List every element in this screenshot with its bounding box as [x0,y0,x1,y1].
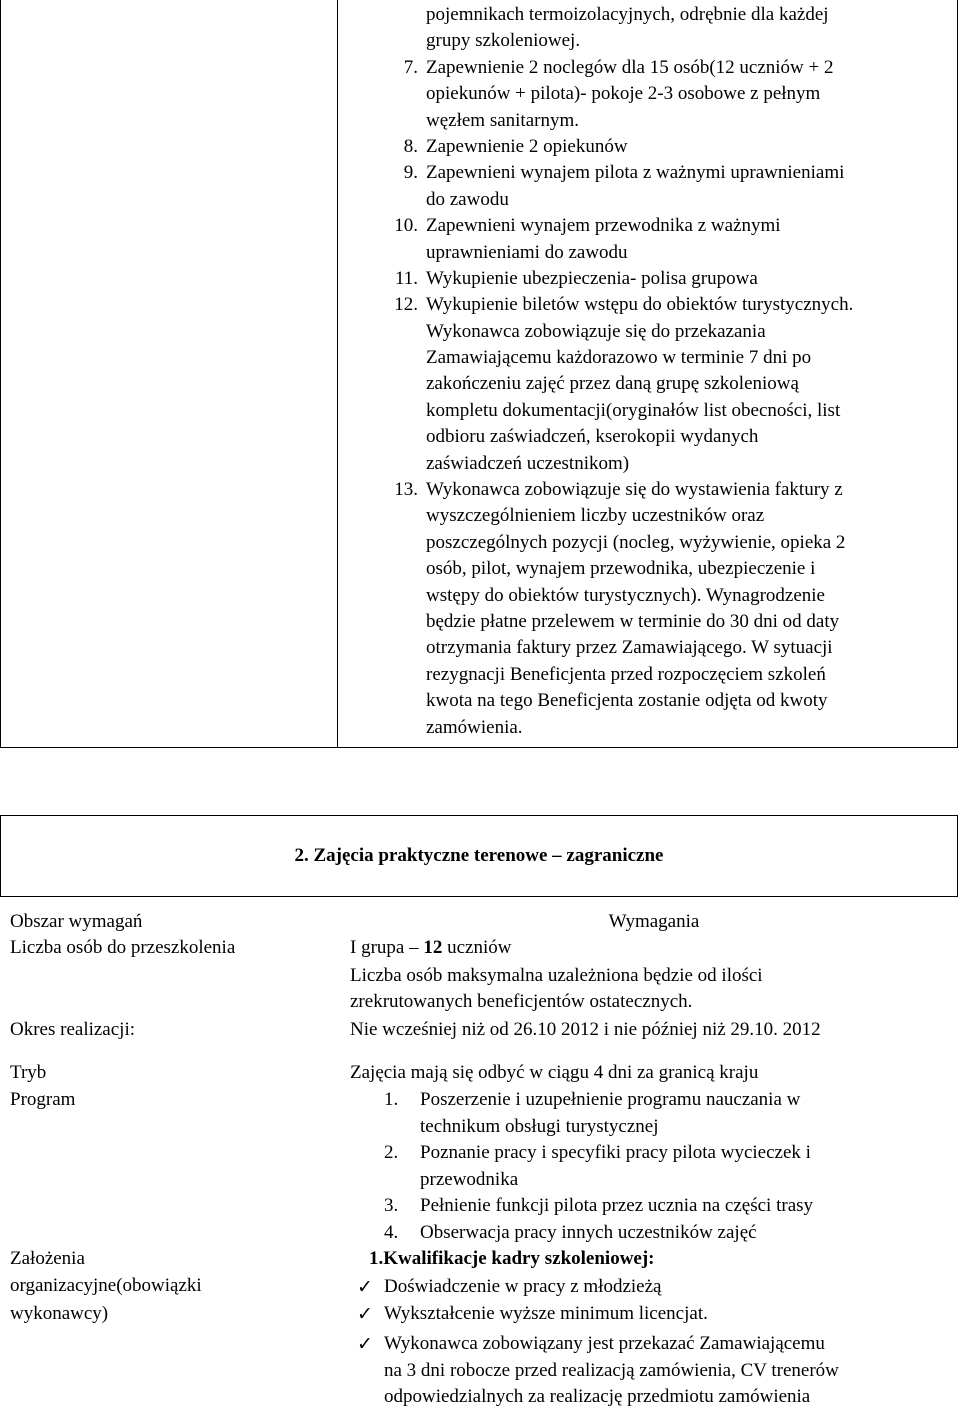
program-item-text: Pełnienie funkcji pilota przez ucznia na części trasy [420,1195,814,1217]
top-cell-line: do zawodu [426,188,509,210]
section-title: 2. Zajęcia praktyczne terenowe – zagraniczne [294,845,664,866]
list-number: 13. [394,479,418,501]
top-cell-line [350,134,950,160]
list-number: 7. [403,56,418,78]
list-number: 12. [394,294,418,316]
program-item-text: technikum obsługi turystycznej [420,1115,659,1137]
liczba-line1: Liczba osób maksymalna uzależniona będzie od ilości [350,965,763,986]
list-number: 11. [394,267,418,289]
tryb-value: Zajęcia mają się odbyć w ciągu 4 dni za granicą kraju [350,1062,759,1083]
zalozenia-label-2: organizacyjne(obowiązki [10,1275,202,1296]
check-item-text: Wykonawca zobowiązany jest przekazać Zamawiającemu [384,1333,825,1354]
liczba-label: Liczba osób do przeszkolenia [10,937,236,958]
list-text: Zapewnienie 2 opiekunów [426,135,628,157]
program-item-text: Poszerzenie i uzupełnienie programu nauczania w [420,1089,801,1110]
kwalifikacje-title: 1.Kwalifikacje kadry szkoleniowej: [369,1248,655,1269]
list-text: Zapewnieni wynajem przewodnika z ważnymi [426,215,781,237]
list-text: Zapewnieni wynajem pilota z ważnymi uprawnieniami [426,162,845,184]
top-cell-line: osób, pilot, wynajem przewodnika, ubezpieczenie i [426,558,816,580]
wymagania-label: Wymagania [608,911,700,932]
program-item-number: 3. [384,1195,399,1217]
zalozenia-label-3: wykonawcy) [10,1303,109,1324]
grupa-prefix: I grupa – [350,937,424,958]
top-cell-line: odbioru zaświadczeń, kserokopii wydanych [426,426,759,448]
top-cell-line: zakończeniu zajęć przez daną grupę szkoleniową [426,373,799,395]
program-item-text: Poznanie pracy i specyfiki pracy pilota wycieczek i [420,1142,811,1164]
list-text: Zapewnienie 2 noclegów dla 15 osób(12 uczniów + 2 [426,56,834,78]
program-item-number: 2. [384,1142,399,1164]
top-cell-line: kompletu dokumentacji(oryginałów list obecności, list [426,399,841,421]
top-cell-line [350,213,950,239]
okres-label: Okres realizacji: [10,1019,136,1040]
list-text: Wykupienie biletów wstępu do obiektów turystycznych. [426,294,854,316]
top-cell-line: uprawnieniami do zawodu [426,241,628,263]
top-cell-line [350,266,950,292]
top-cell-line: grupy szkoleniowej. [426,30,581,52]
top-cell-line: opiekunów + pilota)- pokoje 2-3 osobowe z pełnym [426,83,821,105]
top-cell-line: wstępy do obiektów turystycznych). Wynagrodzenie [426,584,825,606]
tryb-label: Tryb [10,1062,47,1083]
liczba-line2: zrekrutowanych beneficjentów ostatecznych. [350,991,693,1012]
top-cell-line: będzie płatne przelewem w terminie do 30 dni od daty [426,610,840,632]
program-item-text: przewodnika [420,1168,519,1190]
checkmark-icon: ✓ [357,1276,373,1298]
list-number: 10. [394,215,418,237]
okres-value: Nie wcześniej niż od 26.10 2012 i nie później niż 29.10. 2012 [350,1019,821,1040]
top-cell-line: węzłem sanitarnym. [426,109,580,131]
top-cell-line: Zamawiającemu każdorazowo w terminie 7 dni po [426,347,812,369]
program-item-text: Obserwacja pracy innych uczestników zajęć [420,1222,757,1243]
check-item-text: odpowiedzialnych za realizację przedmiotu zamówienia [384,1386,811,1407]
top-cell-line [350,292,950,318]
list-text: Wykupienie ubezpieczenia- polisa grupowa [426,267,758,289]
check-item-text: Doświadczenie w pracy z młodzieżą [384,1276,662,1297]
checkmark-icon: ✓ [357,1302,373,1325]
top-cell-line: kwota na tego Beneficjenta zostanie odjęta od kwoty [426,690,828,712]
checkmark-icon: ✓ [357,1333,373,1355]
list-number: 8. [403,135,418,157]
top-cell-line: Wykonawca zobowiązuje się do przekazania [426,320,766,342]
grupa-suffix: uczniów [442,937,512,958]
obszar-label: Obszar wymagań [10,911,143,932]
top-cell-line: otrzymania faktury przez Zamawiającego. W sytuacji [426,637,833,659]
program-item-number: 1. [384,1089,399,1110]
top-cell-line: zaświadczeń uczestnikom) [426,452,630,474]
top-table-divider [337,0,338,748]
top-cell-content [350,2,950,741]
check-item-text: Wykształcenie wyższe minimum licencjat. [384,1302,708,1324]
top-cell-line: zamówienia. [426,716,523,738]
top-cell-line [350,160,950,186]
program-label: Program [10,1089,76,1110]
top-cell-line: pojemnikach termoizolacyjnych, odrębnie dla każdej [426,4,829,25]
list-number: 9. [403,162,418,184]
top-cell-line: rezygnacji Beneficjenta przed rozpoczęciem szkoleń [426,663,826,685]
zalozenia-label-1: Założenia [10,1248,85,1269]
list-text: Wykonawca zobowiązuje się do wystawienia faktury z [426,479,843,501]
grupa-count: 12 [423,937,443,958]
top-cell-line: poszczególnych pozycji (nocleg, wyżywienie, opieka 2 [426,531,846,553]
top-cell-line: wyszczególnieniem liczby uczestników oraz [426,505,765,527]
program-item-number: 4. [384,1222,399,1243]
check-item-text: na 3 dni robocze przed realizacją zamówienia, CV trenerów [384,1359,839,1381]
top-cell-line [350,477,950,503]
top-cell-line [350,55,950,81]
grupa-value [350,935,511,961]
